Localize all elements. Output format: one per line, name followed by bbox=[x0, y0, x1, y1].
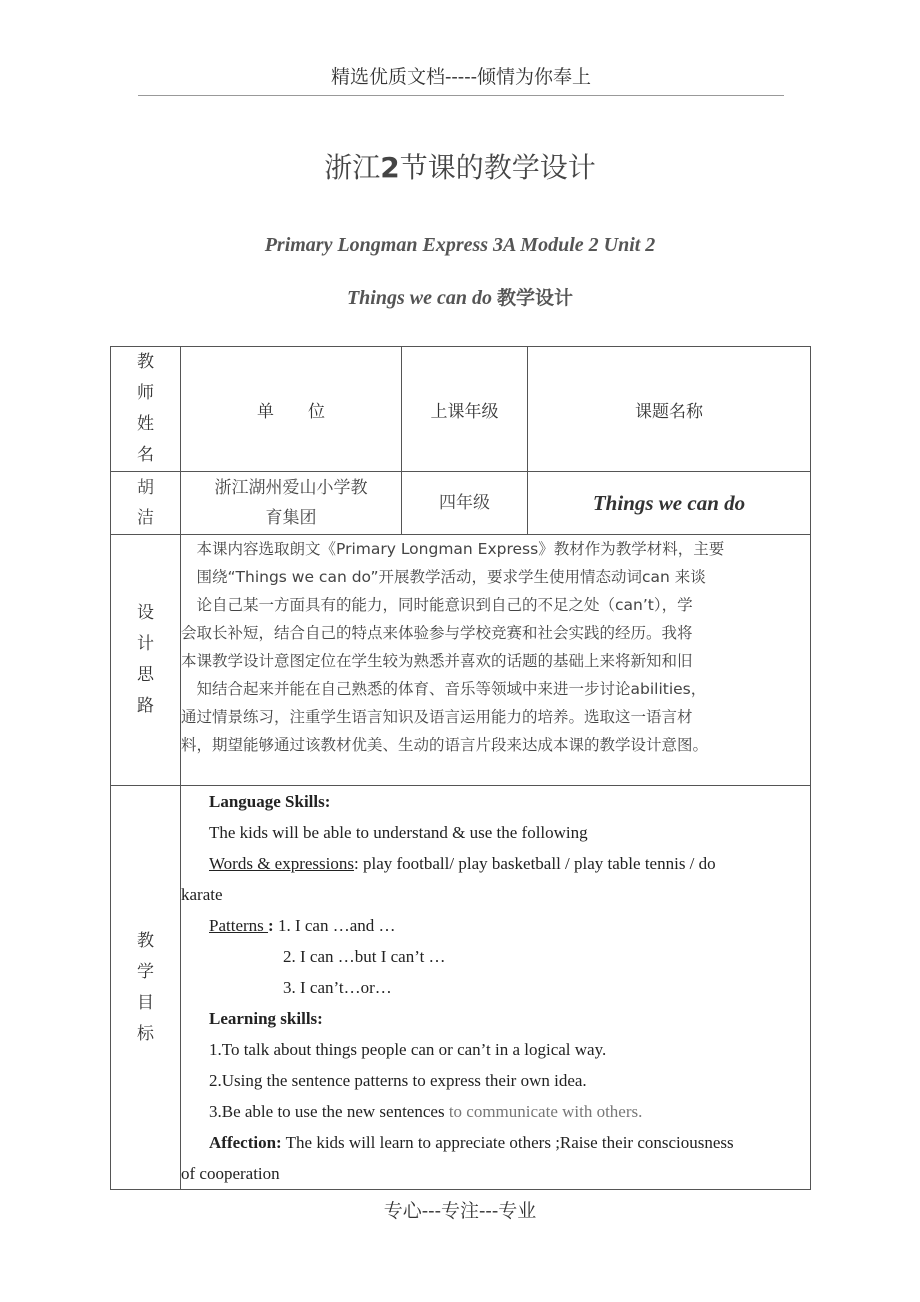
label-char: 名 bbox=[137, 445, 154, 465]
learning-skill-item: 3.Be able to use the new sentences to communicate with others. bbox=[209, 1102, 643, 1121]
grade-cell: 四年级 bbox=[402, 472, 528, 535]
affection-continuation: of cooperation bbox=[181, 1164, 280, 1183]
label-char: 标 bbox=[137, 1023, 154, 1044]
document-title bbox=[0, 146, 920, 186]
pattern-item: 2. I can …but I can’t … bbox=[283, 947, 446, 966]
label-char: 师 bbox=[137, 383, 154, 403]
design-line: 论自己某一方面具有的能力，同时能意识到自己的不足之处（can’t），学 bbox=[181, 596, 693, 614]
subtitle-lesson-zh: 教学设计 bbox=[497, 287, 574, 309]
subtitle-course: Primary Longman Express 3A Module 2 Unit 2 bbox=[264, 234, 656, 256]
label-teaching-goals bbox=[111, 786, 181, 1190]
label-char: 计 bbox=[137, 634, 154, 654]
column-header-topic: 课题名称 bbox=[528, 347, 811, 472]
label-char: 学 bbox=[137, 961, 154, 982]
design-line: 围绕“Things we can do”开展教学活动，要求学生使用情态动词can 来谈 bbox=[181, 568, 706, 586]
label-char: 设 bbox=[137, 603, 154, 623]
design-row bbox=[111, 535, 811, 786]
label-char: 姓 bbox=[137, 414, 154, 434]
teacher-name-char: 胡 bbox=[137, 478, 154, 498]
affection-line bbox=[181, 1127, 810, 1158]
label-design-idea bbox=[111, 535, 181, 786]
subtitle-lesson-en: Things we can do bbox=[346, 287, 492, 309]
words-expressions-line bbox=[181, 848, 810, 879]
design-idea-text bbox=[181, 535, 811, 786]
column-header-grade: 上课年级 bbox=[402, 347, 528, 472]
lesson-table bbox=[110, 346, 811, 1190]
words-list: : play football/ play basketball / play table tennis / do bbox=[354, 854, 716, 873]
learning-skill-item: 2.Using the sentence patterns to express their own idea. bbox=[209, 1071, 587, 1090]
teaching-goals-text bbox=[181, 786, 811, 1190]
header-row bbox=[111, 347, 811, 472]
subtitle-lesson bbox=[0, 283, 920, 310]
patterns-colon: : bbox=[268, 916, 274, 935]
unit-cell bbox=[181, 472, 402, 535]
unit-line: 育集团 bbox=[265, 508, 317, 528]
label-char: 教 bbox=[137, 352, 154, 372]
goal-line: The kids will be able to understand & use the following bbox=[209, 823, 588, 842]
learning-skills-heading: Learning skills: bbox=[209, 1009, 323, 1028]
learning-skill-item: 1.To talk about things people can or can’t in a logical way. bbox=[209, 1040, 607, 1059]
teacher-name-char: 洁 bbox=[137, 508, 154, 528]
info-row bbox=[111, 472, 811, 535]
design-line: 本课教学设计意图定位在学生较为熟悉并喜欢的话题的基础上来将新知和旧 bbox=[181, 652, 693, 670]
patterns-line bbox=[181, 910, 810, 941]
affection-label: Affection: bbox=[209, 1133, 282, 1152]
title-suffix: 节课的教学设计 bbox=[399, 151, 596, 184]
column-header-unit: 单 位 bbox=[181, 347, 402, 472]
label-char: 思 bbox=[137, 665, 154, 685]
title-number: 2 bbox=[380, 151, 400, 184]
goals-row bbox=[111, 786, 811, 1190]
patterns-label: Patterns bbox=[209, 916, 269, 935]
design-line: 通过情景练习，注重学生语言知识及语言运用能力的培养。选取这一语言材 bbox=[181, 708, 693, 726]
page-footer: 专心---专注---专业 bbox=[383, 1200, 537, 1222]
words-label: Words & expressions bbox=[209, 854, 355, 873]
design-line: 知结合起来并能在自己熟悉的体育、音乐等领域中来进一步讨论abilities， bbox=[181, 680, 707, 698]
label-char: 教 bbox=[137, 930, 154, 951]
label-teacher-name bbox=[111, 347, 181, 472]
unit-line: 浙江湖州爱山小学教 bbox=[214, 478, 368, 498]
language-skills-heading: Language Skills: bbox=[209, 792, 331, 811]
label-char: 目 bbox=[137, 992, 154, 1013]
design-line: 料，期望能够通过该教材优美、生动的语言片段来达成本课的教学设计意图。 bbox=[181, 736, 709, 754]
design-line: 会取长补短，结合自己的特点来体验参与学校竞赛和社会实践的经历。我将 bbox=[181, 624, 693, 642]
label-char: 路 bbox=[137, 696, 154, 716]
affection-text: The kids will learn to appreciate others ;Raise their consciousness bbox=[281, 1133, 734, 1152]
pattern-item: 3. I can’t…or… bbox=[283, 978, 392, 997]
topic-cell: Things we can do bbox=[528, 472, 811, 535]
words-continuation: karate bbox=[181, 885, 223, 904]
title-prefix: 浙江 bbox=[324, 151, 381, 184]
teacher-name-cell bbox=[111, 472, 181, 535]
pattern-item: 1. I can …and … bbox=[273, 916, 396, 935]
design-line: 本课内容选取朗文《Primary Longman Express》教材作为教学材料，主要 bbox=[181, 540, 725, 558]
page-header: 精选优质文档-----倾情为你奉上 bbox=[138, 62, 784, 96]
